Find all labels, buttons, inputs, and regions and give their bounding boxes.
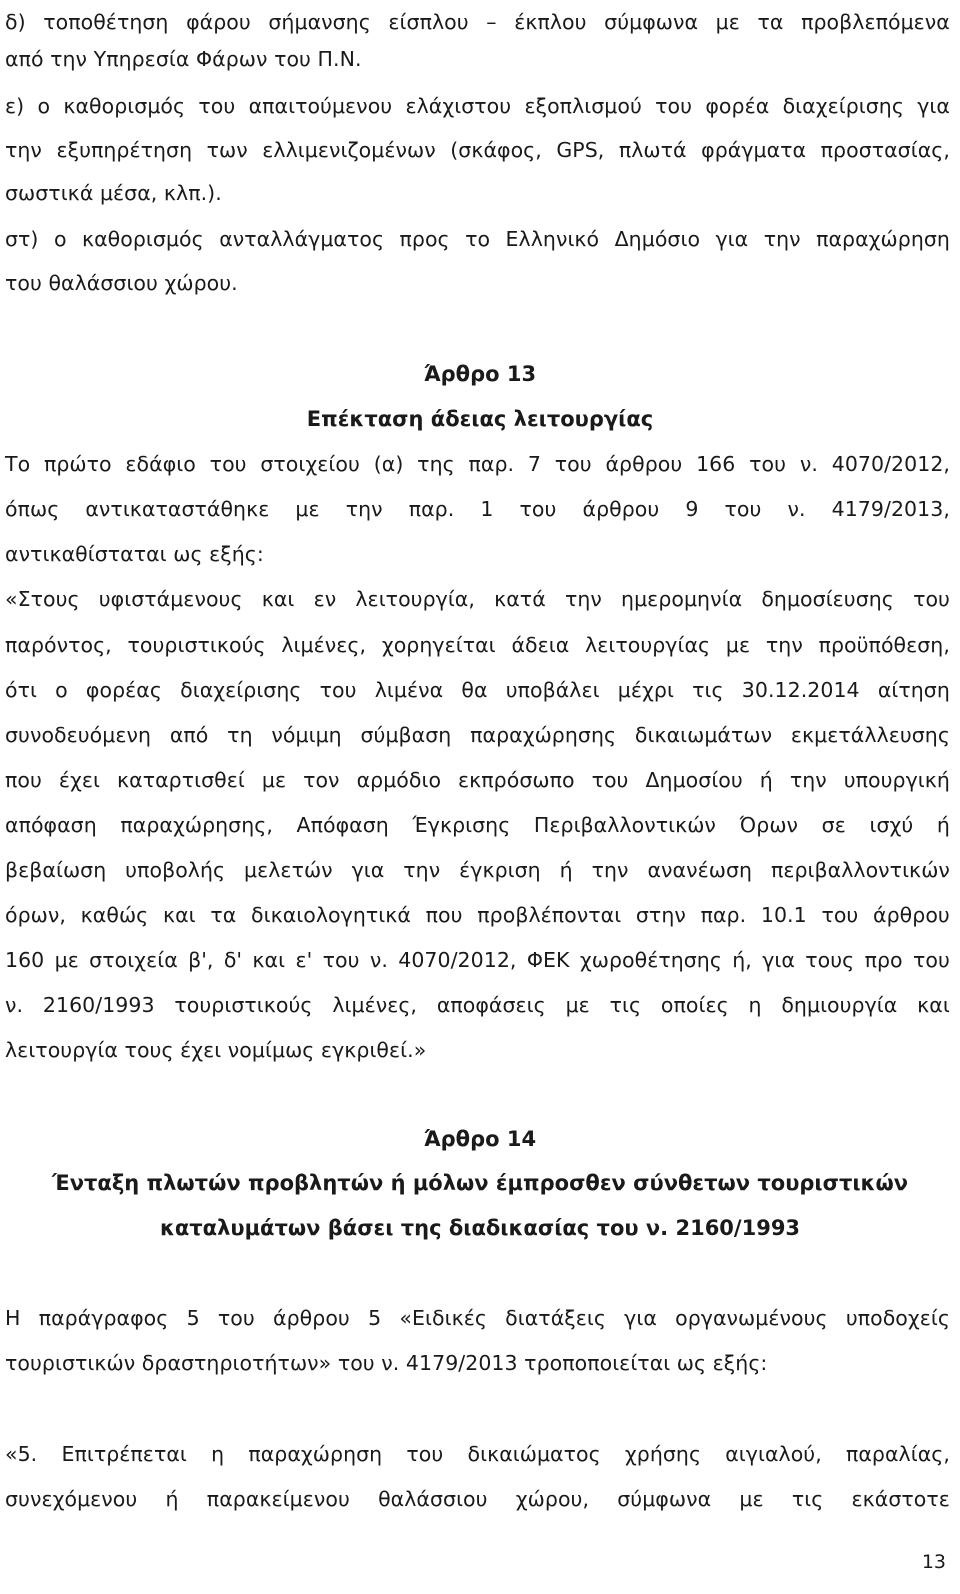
text-line: την εξυπηρέτηση των ελλιμενιζομένων (σκάφος, GPS, πλωτά φράγματα προστασίας, xyxy=(5,138,950,162)
text-line: λειτουργία τους έχει νομίμως εγκριθεί.» xyxy=(5,1038,427,1062)
text-line: απόφαση παραχώρησης, Απόφαση Έγκρισης Περιβαλλοντικών Όρων σε ισχύ ή xyxy=(5,813,950,837)
text-line: στ) ο καθορισμός ανταλλάγματος προς το Ελληνικό Δημόσιο για την παραχώρηση xyxy=(5,227,950,251)
text-line: που έχει καταρτισθεί με τον αρμόδιο εκπρόσωπο του Δημοσίου ή την υπουργική xyxy=(5,768,950,792)
text-line: «5. Επιτρέπεται η παραχώρηση του δικαιώματος χρήσης αιγιαλού, παραλίας, xyxy=(5,1442,950,1466)
text-line: του θαλάσσιου χώρου. xyxy=(5,271,238,295)
article-13-subtitle: Επέκταση άδειας λειτουργίας xyxy=(306,407,654,431)
text-line: ε) ο καθορισμός του απαιτούμενου ελάχιστου εξοπλισμού του φορέα διαχείρισης για xyxy=(5,94,950,118)
text-line: σωστικά μέσα, κλπ.). xyxy=(5,181,222,205)
text-line: αντικαθίσταται ως εξής: xyxy=(5,542,264,566)
text-line: συνεχόμενου ή παρακείμενου θαλάσσιου χώρου, σύμφωνα με τις εκάστοτε xyxy=(5,1487,950,1511)
article-13-title: Άρθρο 13 xyxy=(423,362,537,386)
text-line: 160 με στοιχεία β', δ' και ε' του ν. 4070/2012, ΦΕΚ χωροθέτησης ή, για τους προ του xyxy=(5,948,950,972)
text-line: «Στους υφιστάμενους και εν λειτουργία, κατά την ημερομηνία δημοσίευσης του xyxy=(5,587,950,611)
text-line: ν. 2160/1993 τουριστικούς λιμένες, αποφάσεις με τις οποίες η δημιουργία και xyxy=(5,993,950,1017)
text-line: ότι ο φορέας διαχείρισης του λιμένα θα υποβάλει μέχρι τις 30.12.2014 αίτηση xyxy=(5,678,950,702)
article-14-subtitle: καταλυμάτων βάσει της διαδικασίας του ν. 2160/1993 xyxy=(159,1216,801,1240)
text-line: συνοδευόμενη από τη νόμιμη σύμβαση παραχώρησης δικαιωμάτων εκμετάλλευσης xyxy=(5,723,950,747)
text-line: παρόντος, τουριστικούς λιμένες, χορηγείται άδεια λειτουργίας με την προϋπόθεση, xyxy=(5,633,950,657)
text-line: Η παράγραφος 5 του άρθρου 5 «Ειδικές διατάξεις για οργανωμένους υποδοχείς xyxy=(5,1306,950,1330)
article-14-subtitle: Ένταξη πλωτών προβλητών ή μόλων έμπροσθεν σύνθετων τουριστικών xyxy=(51,1171,909,1195)
text-line: δ) τοποθέτηση φάρου σήμανσης είσπλου – έκπλου σύμφωνα με τα προβλεπόμενα xyxy=(5,10,950,34)
text-line: από την Υπηρεσία Φάρων του Π.Ν. xyxy=(5,47,362,71)
page-number: 13 xyxy=(921,1551,946,1573)
text-line: όρων, καθώς και τα δικαιολογητικά που προβλέπονται στην παρ. 10.1 του άρθρου xyxy=(5,903,950,927)
article-14-title: Άρθρο 14 xyxy=(423,1127,537,1151)
text-line: βεβαίωση υποβολής μελετών για την έγκριση ή την ανανέωση περιβαλλοντικών xyxy=(5,858,950,882)
text-line: τουριστικών δραστηριοτήτων» του ν. 4179/2013 τροποποιείται ως εξής: xyxy=(5,1351,768,1375)
text-line: όπως αντικαταστάθηκε με την παρ. 1 του άρθρου 9 του ν. 4179/2013, xyxy=(5,497,950,521)
text-line: Το πρώτο εδάφιο του στοιχείου (α) της παρ. 7 του άρθρου 166 του ν. 4070/2012, xyxy=(5,452,950,476)
